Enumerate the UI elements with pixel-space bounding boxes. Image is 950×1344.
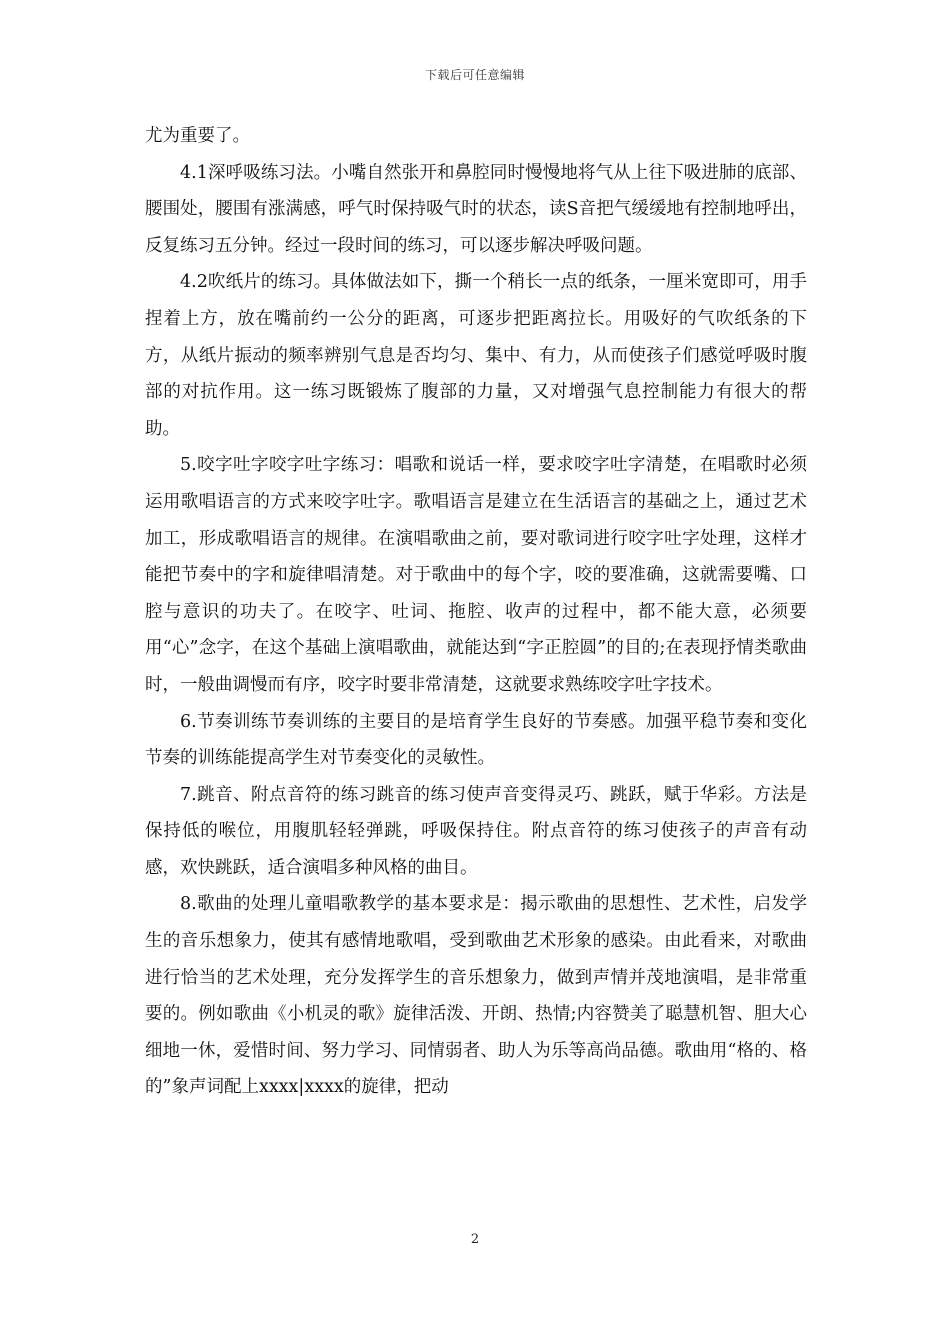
paragraph-8-song-handling: 8.歌曲的处理儿童唱歌教学的基本要求是：揭示歌曲的思想性、艺术性，启发学生的音乐想象力，使其有感情地歌唱，受到歌曲艺术形象的感染。由此看来，对歌曲进行恰当的艺术处理，充分发挥学生的音乐想象力，做到声情并茂地演唱，是非常重要的。例如歌曲《小机灵的歌》旋律活泼、开朗、热情;内容赞美了聪慧机智、胆大心细地一休，爱惜时间、努力学习、同情弱者、助人为乐等高尚品德。歌曲用“格的、格的”象声词配上xxxx|xxxx的旋律，把动 bbox=[145, 894, 807, 1098]
paragraph-4-2-paper-blowing: 4.2吹纸片的练习。具体做法如下，撕一个稍长一点的纸条，一厘米宽即可，用手捏着上方，放在嘴前约一公分的距离，可逐步把距离拉长。用吸好的气吹纸条的下方，从纸片振动的频率辨别气息是否均匀、集中、有力，从而使孩子们感觉呼吸时腹部的对抗作用。这一练习既锻炼了腹部的力量，又对增强气息控制能力有很大的帮助。 bbox=[145, 272, 807, 439]
page-number: 2 bbox=[470, 1232, 480, 1247]
document-body bbox=[145, 118, 807, 1106]
page-header: 下载后可任意编辑 bbox=[424, 68, 525, 82]
paragraph-5-articulation: 5.咬字吐字咬字吐字练习：唱歌和说话一样，要求咬字吐字清楚，在唱歌时必须运用歌唱语言的方式来咬字吐字。歌唱语言是建立在生活语言的基础之上，通过艺术加工，形成歌唱语言的规律。在演唱歌曲之前，要对歌词进行咬字吐字处理，这样才能把节奏中的字和旋律唱清楚。对于歌曲中的每个字，咬的要准确，这就需要嘴、口腔与意识的功夫了。在咬字、吐词、拖腔、收声的过程中，都不能大意，必须要用“心”念字，在这个基础上演唱歌曲，就能达到“字正腔圆”的目的;在表现抒情类歌曲时，一般曲调慢而有序，咬字时要非常清楚，这就要求熟练咬字吐字技术。 bbox=[145, 455, 807, 695]
paragraph-continuation: 尤为重要了。 bbox=[145, 126, 250, 146]
paragraph-6-rhythm: 6.节奏训练节奏训练的主要目的是培育学生良好的节奏感。加强平稳节奏和变化节奏的训练能提高学生对节奏变化的灵敏性。 bbox=[145, 711, 807, 769]
paragraph-7-staccato: 7.跳音、附点音符的练习跳音的练习使声音变得灵巧、跳跃，赋于华彩。方法是保持低的喉位，用腹肌轻轻弹跳，呼吸保持住。附点音符的练习使孩子的声音有动感，欢快跳跃，适合演唱多种风格的曲目。 bbox=[145, 784, 807, 878]
paragraph-4-1-deep-breathing: 4.1深呼吸练习法。小嘴自然张开和鼻腔同时慢慢地将气从上往下吸进肺的底部、腰围处，腰围有涨满感，呼气时保持吸气时的状态，读S音把气缓缓地有控制地呼出，反复练习五分钟。经过一段时间的练习，可以逐步解决呼吸问题。 bbox=[145, 162, 807, 256]
